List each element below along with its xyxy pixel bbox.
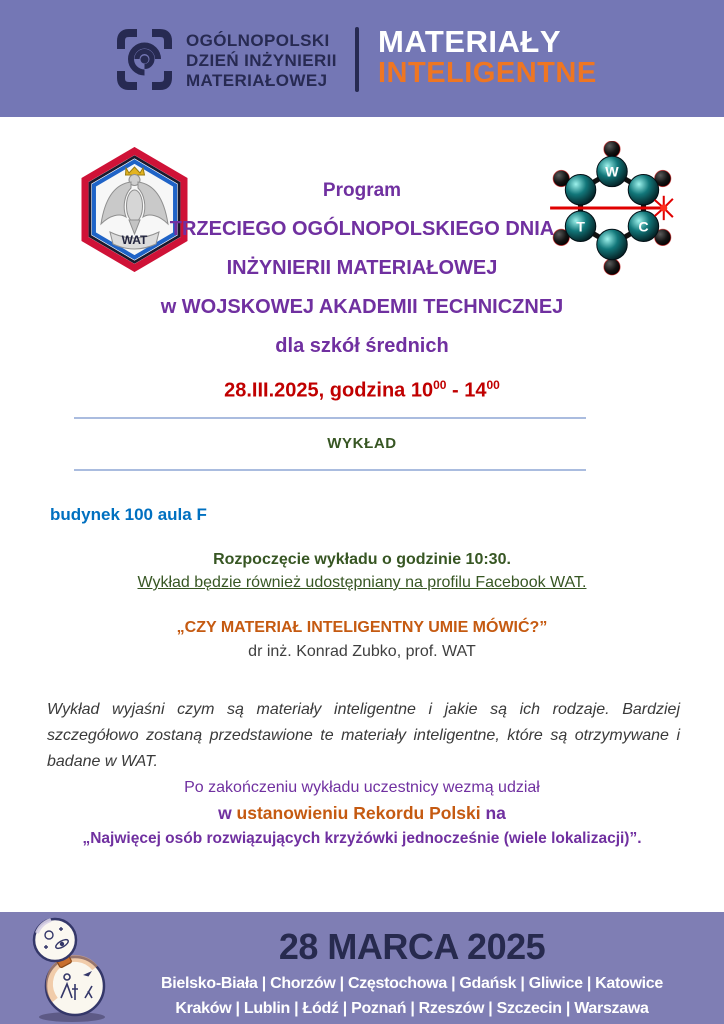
bottom-banner-text: [100, 912, 724, 1021]
footer-event-date: 28 MARCA 2025: [278, 926, 546, 967]
top-banner: [0, 0, 724, 117]
lecture-start-info: Rozpoczęcie wykładu o godzinie 10:30.: [213, 551, 511, 568]
record-line-3: „Najwięcej osób rozwiązujących krzyżówki jednocześnie (wiele lokalizacji)”.: [82, 830, 642, 847]
program-line-2: INŻYNIERII MATERIAŁOWEJ: [226, 257, 498, 279]
cities-line-2: Kraków | Lublin | Łódź | Poznań | Rzeszów | Szczecin | Warszawa: [175, 1000, 649, 1017]
record-line-2-prefix: w: [218, 803, 237, 823]
molecule-label-w: W: [605, 164, 619, 181]
date-middle-text: - 14: [446, 379, 487, 402]
bottom-banner: [0, 912, 724, 1024]
program-heading: Program: [322, 180, 402, 201]
lecture-location: budynek 100 aula F: [50, 505, 207, 524]
event-date-time: [0, 366, 724, 411]
talk-block: [0, 619, 724, 661]
brand-line-1: MATERIAŁY: [378, 24, 562, 59]
program-line-4: dla szkół średnich: [275, 335, 449, 357]
wat-badge-label: WAT: [121, 233, 148, 247]
org-line-3: MATERIAŁOWEJ: [186, 71, 328, 90]
date-superscript-2: 00: [486, 378, 500, 392]
record-line-2-suffix: na: [480, 803, 506, 823]
program-line-3: w WOJSKOWEJ AKADEMII TECHNICZNEJ: [160, 296, 564, 318]
molecule-label-t: T: [576, 219, 585, 236]
org-line-2: DZIEŃ INŻYNIERII: [186, 51, 337, 70]
vertical-divider: [355, 27, 359, 92]
brand-title: [378, 25, 597, 89]
molecule-label-c: C: [638, 219, 649, 236]
program-line-1: TRZECIEGO OGÓLNOPOLSKIEGO DNIA: [169, 218, 555, 240]
speaker-name: dr inż. Konrad Zubko, prof. WAT: [248, 643, 476, 660]
brand-line-2: INTELIGENTNE: [378, 57, 597, 89]
cities-line-1: Bielsko-Biała | Chorzów | Częstochowa | Gdańsk | Gliwice | Katowice: [161, 975, 663, 992]
date-superscript-1: 00: [433, 378, 447, 392]
date-text: 28.III.2025, godzina 10: [224, 379, 434, 402]
program-title-block: [0, 171, 724, 411]
participating-cities: [100, 971, 724, 1021]
record-attempt-block: [0, 775, 724, 851]
organization-name: [186, 31, 337, 91]
section-title-lecture: WYKŁAD: [327, 435, 397, 452]
facebook-stream-info: Wykład będzie również udostępniany na profilu Facebook WAT.: [137, 574, 587, 591]
record-line-1: Po zakończeniu wykładu uczestnicy wezmą udział: [184, 779, 540, 796]
record-line-2-highlight: ustanowieniu Rekordu Polski: [236, 803, 481, 823]
lecture-description: Wykład wyjaśni czym są materiały inteligentne i jakie są ich rodzaje. Bardziej szczegółowo zostaną przedstawione te materiały inteligentne, które są otrzymywane i badane w WAT.: [47, 701, 680, 770]
divider-line-bottom: [74, 469, 586, 471]
lecture-schedule-block: [0, 548, 724, 594]
divider-line-top: [74, 417, 586, 419]
spiral-eye-logo-icon: [116, 28, 173, 91]
org-line-1: OGÓLNOPOLSKI: [186, 31, 330, 50]
talk-title: „CZY MATERIAŁ INTELIGENTNY UMIE MÓWIĆ?”: [176, 619, 548, 636]
record-line-2: [0, 800, 724, 826]
